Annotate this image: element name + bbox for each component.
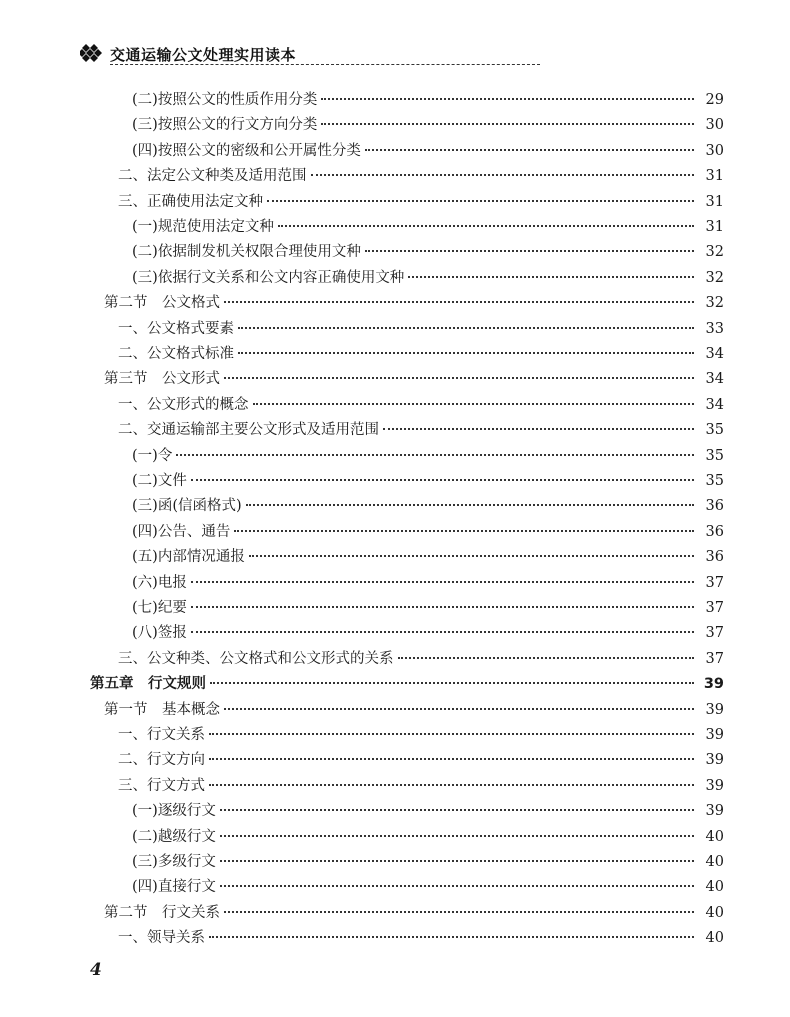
toc-entry-page: 39 — [703, 676, 724, 693]
dot-leader — [311, 174, 695, 176]
toc-entry-page: 36 — [705, 523, 724, 540]
toc-entry-page: 32 — [705, 244, 724, 261]
toc-entry[interactable] — [132, 266, 724, 290]
dot-leader — [278, 225, 694, 227]
dot-leader — [176, 454, 694, 456]
dot-leader — [209, 733, 694, 735]
toc-entry-label: (四)公告、通告 — [132, 523, 231, 540]
toc-entry[interactable] — [132, 469, 724, 493]
toc-entry-page: 31 — [705, 168, 724, 185]
toc-entry-label: 二、行文方向 — [118, 752, 205, 769]
toc-entry-label: (一)令 — [132, 447, 173, 464]
dot-leader — [224, 911, 694, 913]
toc-entry-label: 二、公文格式标准 — [118, 346, 234, 362]
toc-entry-label: (四)直接行文 — [132, 879, 216, 896]
toc-entry-label: 一、行文关系 — [118, 727, 205, 743]
toc-entry[interactable] — [132, 825, 724, 849]
dot-leader — [224, 301, 694, 303]
toc-entry-page: 40 — [705, 930, 724, 947]
toc-entry-page: 34 — [705, 396, 724, 413]
toc-entry[interactable] — [132, 799, 724, 823]
toc-entry-label: (三)按照公文的行文方向分类 — [132, 117, 318, 134]
toc-entry-label: (三)依据行文关系和公文内容正确使用文种 — [132, 269, 405, 286]
toc-entry[interactable] — [118, 748, 724, 772]
toc-entry[interactable] — [132, 113, 724, 137]
toc-entry[interactable] — [132, 139, 724, 163]
toc-entry[interactable] — [132, 875, 724, 899]
dot-leader — [365, 250, 694, 252]
dot-leader — [191, 606, 694, 608]
toc-entry[interactable] — [118, 418, 724, 442]
toc-entry-label: 三、正确使用法定文种 — [118, 193, 263, 210]
toc-entry-label: 第二节 公文格式 — [104, 295, 220, 312]
dot-leader — [191, 581, 694, 583]
toc-entry-label: 三、公文种类、公文格式和公文形式的关系 — [118, 650, 394, 667]
toc-entry-page: 30 — [705, 117, 724, 134]
toc-entry-label: 第二节 行文关系 — [104, 904, 220, 921]
toc-section-entry[interactable] — [104, 367, 724, 391]
dot-leader — [249, 555, 694, 557]
toc-entry[interactable] — [132, 444, 724, 468]
toc-entry-page: 36 — [705, 498, 724, 515]
toc-entry-page: 39 — [705, 752, 724, 769]
toc-entry[interactable] — [132, 621, 724, 645]
toc-entry-page: 40 — [705, 904, 724, 921]
toc-entry[interactable] — [118, 342, 724, 366]
toc-entry-label: (二)越级行文 — [132, 828, 216, 845]
dot-leader — [383, 428, 694, 430]
toc-entry-page: 36 — [705, 549, 724, 566]
toc-entry-label: 一、公文形式的概念 — [118, 396, 249, 413]
dot-leader — [321, 98, 694, 100]
toc-entry[interactable] — [132, 88, 724, 112]
dot-leader — [220, 835, 694, 837]
toc-entry-label: 一、公文格式要素 — [118, 320, 234, 337]
toc-entry[interactable] — [118, 926, 724, 950]
toc-entry-page: 40 — [705, 854, 724, 870]
toc-entry-label: (八)签报 — [132, 625, 187, 642]
toc-entry-page: 35 — [705, 422, 724, 439]
dot-leader — [321, 123, 694, 125]
diamond-logo-icon — [80, 44, 104, 64]
toc-entry[interactable] — [118, 647, 724, 671]
page-number: 4 — [90, 960, 102, 980]
toc-entry[interactable] — [132, 215, 724, 239]
dot-leader — [253, 403, 695, 405]
dot-leader — [398, 657, 695, 659]
dot-leader — [224, 377, 694, 379]
toc-chapter-entry[interactable] — [90, 672, 724, 696]
dot-leader — [267, 200, 694, 202]
dot-leader — [220, 860, 694, 862]
toc-entry-page: 37 — [705, 574, 724, 591]
toc-entry-label: (二)按照公文的性质作用分类 — [132, 92, 318, 108]
toc-entry-page: 32 — [705, 295, 724, 312]
dot-leader — [246, 504, 694, 506]
toc-entry-label: 第五章 行文规则 — [90, 676, 206, 693]
dot-leader — [238, 352, 694, 354]
toc-entry-label: (七)纪要 — [132, 600, 187, 616]
toc-entry-page: 34 — [705, 346, 724, 362]
dot-leader — [209, 936, 694, 938]
toc-entry[interactable] — [118, 317, 724, 341]
toc-entry[interactable] — [132, 494, 724, 518]
toc-entry-page: 40 — [705, 879, 724, 896]
toc-entry-page: 30 — [705, 142, 724, 159]
toc-entry-page: 32 — [705, 269, 724, 286]
toc-entry-label: (四)按照公文的密级和公开属性分类 — [132, 142, 361, 159]
toc-entry-label: 二、交通运输部主要公文形式及适用范围 — [118, 422, 379, 439]
toc-entry[interactable] — [132, 596, 724, 620]
dot-leader — [210, 682, 694, 684]
toc-entry-label: 一、领导关系 — [118, 930, 205, 947]
toc-entry-label: (三)多级行文 — [132, 854, 216, 870]
toc-entry-label: (三)函(信函格式) — [132, 498, 242, 515]
toc-entry-label: (五)内部情况通报 — [132, 549, 245, 566]
toc-entry[interactable] — [118, 774, 724, 798]
toc-entry-page: 29 — [705, 92, 724, 108]
toc-entry-page: 39 — [705, 701, 724, 718]
dot-leader — [365, 149, 694, 151]
dot-leader — [220, 885, 694, 887]
toc-entry-page: 35 — [705, 447, 724, 464]
toc-entry-page: 37 — [705, 600, 724, 616]
toc-section-entry[interactable] — [104, 901, 724, 925]
header-divider — [110, 64, 540, 65]
toc-entry-page: 31 — [705, 219, 724, 235]
toc-entry-page: 40 — [705, 828, 724, 845]
dot-leader — [220, 809, 694, 811]
toc-entry-page: 33 — [705, 320, 724, 337]
toc-entry-label: 二、法定公文种类及适用范围 — [118, 168, 307, 185]
toc-entry-page: 37 — [705, 625, 724, 642]
dot-leader — [238, 327, 694, 329]
book-title: 交通运输公文处理实用读本 — [110, 46, 297, 64]
toc-entry-page: 37 — [705, 650, 724, 667]
dot-leader — [234, 530, 694, 532]
toc-entry-page: 34 — [705, 371, 724, 388]
toc-entry[interactable] — [132, 571, 724, 595]
toc-entry-page: 39 — [705, 803, 724, 820]
toc-section-entry[interactable] — [104, 291, 724, 315]
toc-entry[interactable] — [118, 164, 724, 188]
dot-leader — [408, 276, 694, 278]
dot-leader — [191, 479, 694, 481]
toc-entry[interactable] — [118, 723, 724, 747]
dot-leader — [191, 631, 694, 633]
toc-entry[interactable] — [132, 240, 724, 264]
dot-leader — [209, 758, 694, 760]
toc-entry[interactable] — [132, 545, 724, 569]
toc-entry-label: 三、行文方式 — [118, 777, 205, 794]
toc-entry-label: (一)规范使用法定文种 — [132, 219, 274, 235]
toc-entry-label: (六)电报 — [132, 574, 187, 591]
running-header — [74, 38, 542, 68]
toc-entry[interactable] — [118, 393, 724, 417]
toc-entry[interactable] — [132, 850, 724, 874]
toc-entry-label: (二)依据制发机关权限合理使用文种 — [132, 244, 361, 261]
toc-entry-page: 39 — [705, 777, 724, 794]
dot-leader — [224, 708, 694, 710]
toc-entry-label: 第三节 公文形式 — [104, 371, 220, 388]
toc-entry[interactable] — [118, 190, 724, 214]
dot-leader — [209, 784, 694, 786]
toc-entry-page: 35 — [705, 473, 724, 489]
toc-entry-label: (一)逐级行文 — [132, 803, 216, 820]
toc-entry-label: (二)文件 — [132, 473, 187, 489]
toc-section-entry[interactable] — [104, 698, 724, 722]
toc-entry[interactable] — [132, 520, 724, 544]
toc-entry-page: 31 — [705, 193, 724, 210]
toc-entry-page: 39 — [705, 727, 724, 743]
toc-entry-label: 第一节 基本概念 — [104, 701, 220, 718]
